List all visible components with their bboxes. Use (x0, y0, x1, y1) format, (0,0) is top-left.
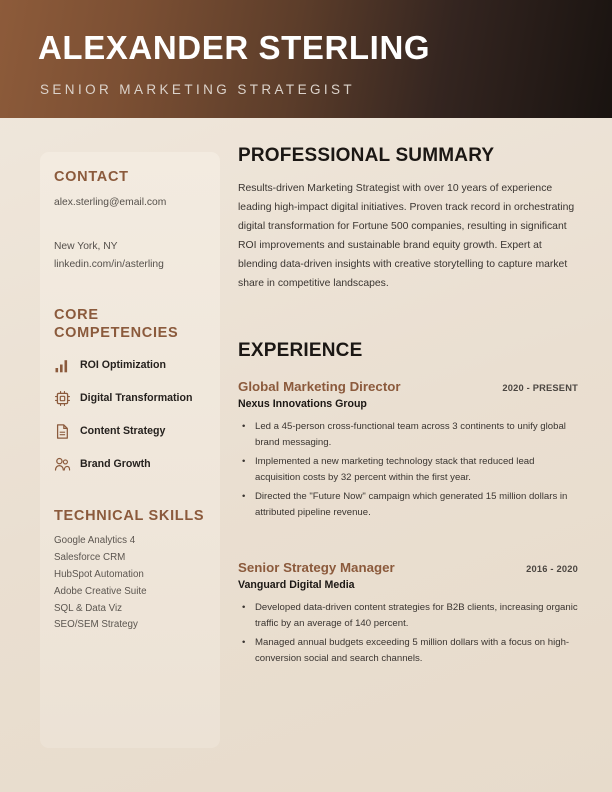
summary-text: Results-driven Marketing Strategist with over 10 years of experience leading high-impact digital initiatives. Proven track record in orchestrating digital transformation for Fortune 500 companies, resulting in significant ROI improvements and sustainable brand equity growth. Expert at blending data-driven insights with creative storytelling to capture market share in competitive landscapes. (238, 183, 575, 289)
sidebar-spacer-tech (54, 488, 206, 507)
job-bullet: • Developed data-driven content strategies for B2B clients, increasing organic traffic by an average of 140 percent. (238, 600, 578, 633)
contact-linkedin[interactable]: linkedin.com/in/asterling (54, 258, 164, 270)
job-bullet-list (238, 419, 578, 522)
competency-item-roi-optimization (54, 356, 206, 374)
experience-entry-header (238, 560, 578, 575)
experience-entry (238, 379, 578, 522)
competencies-heading-line2: COMPETENCIES (54, 325, 179, 342)
competency-item-content-strategy (54, 422, 206, 440)
experience-entry-header (238, 379, 578, 394)
contact-heading: CONTACT (54, 169, 129, 185)
bar-chart-icon (54, 357, 71, 374)
contact-email[interactable]: alex.sterling@email.com (54, 197, 167, 209)
job-dates: 2020 - PRESENT (502, 382, 578, 393)
competencies-heading (54, 306, 206, 342)
job-bullet: • Led a 45-person cross-functional team across 3 continents to unify global brand messaging. (238, 419, 578, 452)
main-content (238, 145, 578, 670)
job-bullet: • Managed annual budgets exceeding 5 million dollars with a focus on high-conversion social and search channels. (238, 635, 578, 668)
skill-item: HubSpot Automation (54, 568, 144, 580)
competency-label: Brand Growth (80, 458, 151, 471)
skill-item: Salesforce CRM (54, 552, 126, 564)
skill-item: SEO/SEM Strategy (54, 619, 138, 631)
cpu-chip-icon (54, 390, 71, 407)
competency-label: Content Strategy (80, 425, 166, 438)
skills-heading: TECHNICAL SKILLS (54, 508, 205, 525)
experience-spacer (238, 524, 578, 560)
resume-header (0, 0, 612, 118)
job-title: Senior Strategy Manager (238, 559, 395, 575)
skill-item: Google Analytics 4 (54, 535, 136, 547)
contact-list (54, 198, 206, 270)
competency-item-digital-transformation (54, 389, 206, 407)
job-bullet: • Directed the "Future Now" campaign which generated 15 million dollars in attributed pipeline revenue. (238, 489, 578, 522)
competency-label: ROI Optimization (80, 359, 166, 372)
skill-item: Adobe Creative Suite (54, 585, 147, 597)
skill-item: SQL & Data Viz (54, 602, 123, 614)
sidebar-spacer-core (54, 284, 206, 306)
document-icon (54, 423, 71, 440)
users-icon (54, 456, 71, 473)
skills-list (54, 536, 206, 630)
contact-phone (54, 222, 206, 232)
competencies-heading-line1: CORE (54, 307, 99, 324)
candidate-job-title: SENIOR MARKETING STRATEGIST (40, 82, 356, 97)
sidebar (40, 152, 220, 748)
contact-location: New York, NY (54, 241, 118, 253)
candidate-name: ALEXANDER STERLING (38, 29, 431, 66)
job-title: Global Marketing Director (238, 378, 401, 394)
job-company: Vanguard Digital Media (238, 578, 355, 591)
job-dates: 2016 - 2020 (526, 563, 578, 574)
experience-entry (238, 560, 578, 668)
experience-heading: EXPERIENCE (238, 339, 363, 361)
competency-item-brand-growth (54, 455, 206, 473)
job-company: Nexus Innovations Group (238, 397, 367, 410)
job-bullet: • Implemented a new marketing technology stack that reduced lead acquisition costs by 32 percent within the first year. (238, 454, 578, 487)
job-bullet-list (238, 600, 578, 668)
summary-heading: PROFESSIONAL SUMMARY (238, 145, 495, 166)
competency-label: Digital Transformation (80, 392, 193, 405)
